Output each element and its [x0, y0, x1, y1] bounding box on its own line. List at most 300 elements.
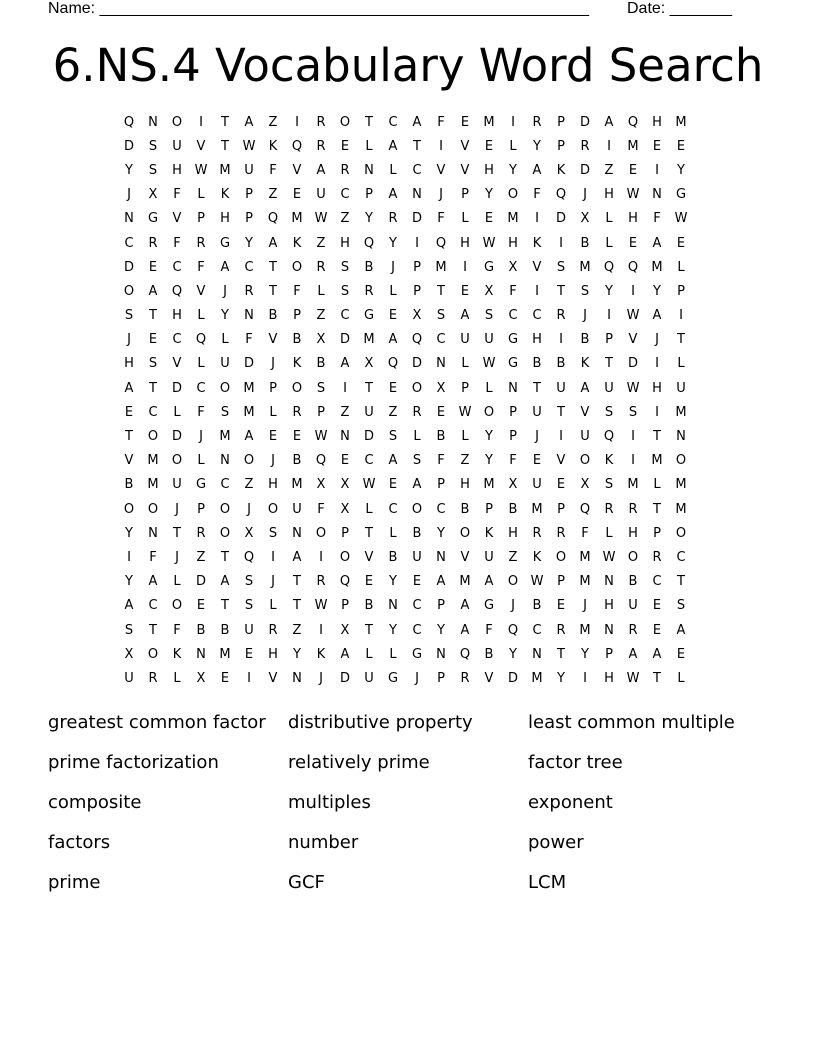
grid-letter[interactable]: U — [604, 380, 614, 396]
grid-letter[interactable]: J — [583, 187, 587, 203]
grid-letter[interactable]: N — [436, 549, 446, 565]
grid-letter[interactable]: B — [220, 622, 230, 638]
grid-letter[interactable]: Q — [123, 114, 135, 130]
grid-letter[interactable]: Q — [507, 622, 519, 638]
grid-letter[interactable]: X — [412, 308, 422, 324]
grid-letter[interactable]: Q — [411, 332, 423, 348]
grid-letter[interactable]: R — [316, 574, 326, 590]
grid-letter[interactable]: D — [627, 356, 638, 372]
grid-letter[interactable]: A — [652, 646, 662, 662]
grid-letter[interactable]: C — [340, 308, 350, 324]
grid-letter[interactable]: W — [530, 574, 544, 590]
grid-letter[interactable]: E — [148, 259, 158, 275]
grid-letter[interactable]: R — [556, 308, 566, 324]
grid-letter[interactable]: Y — [485, 187, 493, 203]
grid-letter[interactable]: M — [579, 622, 591, 638]
grid-letter[interactable]: E — [220, 670, 230, 686]
grid-letter[interactable]: O — [507, 574, 519, 590]
grid-letter[interactable]: E — [388, 380, 398, 396]
grid-letter[interactable]: T — [149, 622, 157, 638]
grid-letter[interactable]: T — [221, 138, 229, 154]
grid-letter[interactable]: Q — [435, 235, 447, 251]
grid-letter[interactable]: J — [319, 670, 323, 686]
grid-letter[interactable]: N — [220, 453, 230, 469]
grid-letter[interactable]: O — [555, 549, 567, 565]
grid-letter[interactable]: A — [652, 235, 662, 251]
grid-letter[interactable]: F — [509, 453, 517, 469]
grid-letter[interactable]: K — [484, 525, 494, 541]
grid-letter[interactable]: R — [244, 283, 254, 299]
grid-letter[interactable]: Z — [268, 114, 278, 130]
grid-letter[interactable]: P — [437, 477, 445, 493]
grid-letter[interactable]: Z — [508, 549, 518, 565]
grid-letter[interactable]: H — [508, 235, 518, 251]
grid-letter[interactable]: Y — [389, 574, 397, 590]
grid-letter[interactable]: Q — [171, 283, 183, 299]
grid-letter[interactable]: P — [557, 138, 565, 154]
grid-letter[interactable]: B — [460, 501, 470, 517]
grid-letter[interactable]: T — [293, 598, 301, 614]
grid-letter[interactable]: Z — [316, 235, 326, 251]
grid-letter[interactable]: X — [124, 646, 134, 662]
grid-letter[interactable]: G — [483, 598, 495, 614]
grid-letter[interactable]: D — [123, 259, 134, 275]
grid-letter[interactable]: R — [628, 501, 638, 517]
grid-letter[interactable]: E — [532, 453, 542, 469]
grid-letter[interactable]: P — [269, 380, 277, 396]
grid-letter[interactable]: W — [458, 404, 472, 420]
grid-letter[interactable]: M — [627, 477, 639, 493]
grid-letter[interactable]: Z — [196, 549, 206, 565]
grid-letter[interactable]: J — [271, 574, 275, 590]
grid-letter[interactable]: Y — [437, 525, 445, 541]
grid-letter[interactable]: I — [655, 404, 659, 420]
grid-letter[interactable]: K — [532, 235, 542, 251]
grid-letter[interactable]: V — [292, 162, 302, 178]
grid-letter[interactable]: L — [605, 525, 613, 541]
grid-letter[interactable]: E — [460, 114, 470, 130]
grid-letter[interactable]: P — [557, 501, 565, 517]
grid-letter[interactable]: S — [676, 598, 686, 614]
grid-letter[interactable]: F — [437, 114, 445, 130]
grid-letter[interactable]: D — [555, 211, 566, 227]
grid-letter[interactable]: L — [173, 404, 181, 420]
grid-letter[interactable]: P — [413, 259, 421, 275]
grid-letter[interactable]: P — [677, 283, 685, 299]
grid-letter[interactable]: C — [388, 501, 398, 517]
grid-letter[interactable]: S — [604, 477, 614, 493]
grid-letter[interactable]: K — [580, 356, 590, 372]
grid-letter[interactable]: E — [652, 138, 662, 154]
grid-letter[interactable]: T — [605, 356, 613, 372]
grid-letter[interactable]: H — [508, 525, 518, 541]
grid-letter[interactable]: W — [482, 235, 496, 251]
grid-letter[interactable]: I — [559, 235, 563, 251]
grid-letter[interactable]: T — [149, 308, 157, 324]
grid-letter[interactable]: O — [171, 453, 183, 469]
grid-letter[interactable]: X — [340, 501, 350, 517]
grid-letter[interactable]: O — [459, 525, 471, 541]
grid-letter[interactable]: L — [605, 211, 613, 227]
grid-letter[interactable]: Y — [581, 646, 589, 662]
grid-letter[interactable]: M — [219, 646, 231, 662]
grid-letter[interactable]: Y — [677, 162, 685, 178]
grid-letter[interactable]: W — [362, 477, 376, 493]
grid-letter[interactable]: N — [148, 525, 158, 541]
grid-letter[interactable]: X — [244, 525, 254, 541]
grid-letter[interactable]: M — [243, 404, 255, 420]
grid-letter[interactable]: X — [436, 380, 446, 396]
grid-letter[interactable]: A — [460, 598, 470, 614]
grid-letter[interactable]: N — [604, 574, 614, 590]
grid-letter[interactable]: K — [292, 356, 302, 372]
grid-letter[interactable]: M — [675, 477, 687, 493]
grid-letter[interactable]: Z — [604, 162, 614, 178]
grid-letter[interactable]: H — [532, 332, 542, 348]
grid-letter[interactable]: Q — [387, 356, 399, 372]
grid-letter[interactable]: U — [316, 187, 326, 203]
grid-letter[interactable]: O — [411, 380, 423, 396]
grid-letter[interactable]: E — [388, 308, 398, 324]
grid-letter[interactable]: O — [483, 404, 495, 420]
grid-letter[interactable]: E — [340, 453, 350, 469]
grid-letter[interactable]: K — [316, 646, 326, 662]
grid-letter[interactable]: F — [485, 622, 493, 638]
grid-letter[interactable]: I — [319, 622, 323, 638]
grid-letter[interactable]: X — [316, 477, 326, 493]
grid-letter[interactable]: S — [388, 429, 398, 445]
grid-letter[interactable]: N — [508, 380, 518, 396]
grid-letter[interactable]: R — [316, 259, 326, 275]
grid-letter[interactable]: N — [532, 646, 542, 662]
grid-letter[interactable]: D — [339, 332, 350, 348]
grid-letter[interactable]: I — [271, 549, 275, 565]
grid-letter[interactable]: J — [175, 501, 179, 517]
grid-letter[interactable]: I — [535, 211, 539, 227]
grid-letter[interactable]: M — [675, 404, 687, 420]
grid-letter[interactable]: L — [221, 332, 229, 348]
grid-letter[interactable]: B — [580, 332, 590, 348]
grid-letter[interactable]: H — [172, 162, 182, 178]
grid-letter[interactable]: C — [220, 477, 230, 493]
grid-letter[interactable]: E — [652, 622, 662, 638]
grid-letter[interactable]: V — [460, 162, 470, 178]
grid-letter[interactable]: Y — [293, 646, 301, 662]
grid-letter[interactable]: L — [677, 259, 685, 275]
grid-letter[interactable]: F — [581, 525, 589, 541]
grid-letter[interactable]: P — [557, 114, 565, 130]
grid-letter[interactable]: Y — [485, 453, 493, 469]
grid-letter[interactable]: J — [199, 429, 203, 445]
name-field-line[interactable]: Name: _______________________________________________________ — [48, 0, 589, 17]
grid-letter[interactable]: Z — [340, 211, 350, 227]
grid-letter[interactable]: Y — [389, 622, 397, 638]
grid-letter[interactable]: I — [463, 259, 467, 275]
grid-letter[interactable]: M — [651, 259, 663, 275]
grid-letter[interactable]: R — [364, 283, 374, 299]
grid-letter[interactable]: U — [484, 549, 494, 565]
grid-letter[interactable]: L — [461, 429, 469, 445]
grid-letter[interactable]: I — [631, 283, 635, 299]
grid-letter[interactable]: G — [387, 670, 399, 686]
grid-letter[interactable]: O — [243, 453, 255, 469]
grid-letter[interactable]: E — [628, 235, 638, 251]
grid-letter[interactable]: N — [604, 622, 614, 638]
grid-letter[interactable]: J — [391, 259, 395, 275]
grid-letter[interactable]: P — [413, 283, 421, 299]
grid-letter[interactable]: E — [244, 646, 254, 662]
grid-letter[interactable]: F — [245, 332, 253, 348]
grid-letter[interactable]: P — [341, 598, 349, 614]
grid-letter[interactable]: S — [244, 598, 254, 614]
grid-letter[interactable]: I — [631, 453, 635, 469]
grid-letter[interactable]: C — [148, 598, 158, 614]
grid-letter[interactable]: S — [484, 308, 494, 324]
grid-letter[interactable]: R — [604, 501, 614, 517]
grid-letter[interactable]: T — [365, 380, 373, 396]
grid-letter[interactable]: W — [626, 670, 640, 686]
grid-letter[interactable]: Y — [557, 670, 565, 686]
grid-letter[interactable]: A — [292, 549, 302, 565]
grid-letter[interactable]: L — [389, 525, 397, 541]
grid-letter[interactable]: B — [412, 525, 422, 541]
grid-letter[interactable]: R — [628, 622, 638, 638]
grid-letter[interactable]: K — [292, 235, 302, 251]
grid-letter[interactable]: B — [268, 308, 278, 324]
grid-letter[interactable]: G — [675, 187, 687, 203]
grid-letter[interactable]: L — [269, 598, 277, 614]
grid-letter[interactable]: F — [173, 622, 181, 638]
grid-letter[interactable]: J — [271, 453, 275, 469]
grid-letter[interactable]: I — [295, 114, 299, 130]
grid-letter[interactable]: I — [199, 114, 203, 130]
grid-letter[interactable]: O — [147, 501, 159, 517]
grid-letter[interactable]: V — [196, 138, 206, 154]
grid-letter[interactable]: B — [628, 574, 638, 590]
grid-letter[interactable]: W — [314, 429, 328, 445]
grid-letter[interactable]: L — [197, 308, 205, 324]
grid-letter[interactable]: T — [653, 670, 661, 686]
grid-letter[interactable]: N — [340, 429, 350, 445]
grid-letter[interactable]: P — [509, 429, 517, 445]
grid-letter[interactable]: C — [676, 549, 686, 565]
grid-letter[interactable]: F — [653, 211, 661, 227]
grid-letter[interactable]: V — [124, 453, 134, 469]
grid-letter[interactable]: X — [508, 477, 518, 493]
grid-letter[interactable]: D — [339, 670, 350, 686]
grid-letter[interactable]: S — [340, 283, 350, 299]
grid-letter[interactable]: F — [317, 501, 325, 517]
grid-letter[interactable]: T — [653, 501, 661, 517]
grid-letter[interactable]: L — [365, 646, 373, 662]
grid-letter[interactable]: J — [223, 283, 227, 299]
grid-letter[interactable]: N — [244, 308, 254, 324]
grid-letter[interactable]: A — [148, 283, 158, 299]
grid-letter[interactable]: V — [172, 211, 182, 227]
grid-letter[interactable]: H — [220, 211, 230, 227]
grid-letter[interactable]: Q — [555, 187, 567, 203]
grid-letter[interactable]: F — [149, 549, 157, 565]
grid-letter[interactable]: Q — [243, 549, 255, 565]
grid-letter[interactable]: L — [197, 453, 205, 469]
grid-letter[interactable]: L — [317, 283, 325, 299]
grid-letter[interactable]: H — [340, 235, 350, 251]
grid-letter[interactable]: I — [343, 380, 347, 396]
grid-letter[interactable]: Y — [125, 574, 133, 590]
grid-letter[interactable]: Y — [245, 235, 253, 251]
grid-letter[interactable]: M — [579, 259, 591, 275]
grid-letter[interactable]: T — [149, 380, 157, 396]
grid-letter[interactable]: L — [197, 187, 205, 203]
grid-letter[interactable]: N — [148, 114, 158, 130]
grid-letter[interactable]: U — [124, 670, 134, 686]
grid-letter[interactable]: L — [389, 646, 397, 662]
grid-letter[interactable]: L — [509, 138, 517, 154]
grid-letter[interactable]: M — [243, 380, 255, 396]
grid-letter[interactable]: H — [172, 308, 182, 324]
grid-letter[interactable]: A — [388, 332, 398, 348]
grid-letter[interactable]: M — [147, 453, 159, 469]
grid-letter[interactable]: X — [580, 211, 590, 227]
grid-letter[interactable]: A — [676, 622, 686, 638]
grid-letter[interactable]: R — [532, 114, 542, 130]
grid-letter[interactable]: Y — [389, 235, 397, 251]
grid-letter[interactable]: E — [268, 429, 278, 445]
grid-letter[interactable]: H — [604, 670, 614, 686]
grid-letter[interactable]: E — [652, 598, 662, 614]
grid-letter[interactable]: Q — [291, 138, 303, 154]
grid-letter[interactable]: W — [314, 598, 328, 614]
grid-letter[interactable]: P — [557, 574, 565, 590]
grid-letter[interactable]: O — [171, 598, 183, 614]
grid-letter[interactable]: T — [221, 598, 229, 614]
grid-letter[interactable]: T — [437, 283, 445, 299]
grid-letter[interactable]: M — [363, 332, 375, 348]
grid-letter[interactable]: O — [123, 283, 135, 299]
grid-letter[interactable]: B — [196, 622, 206, 638]
grid-letter[interactable]: F — [197, 259, 205, 275]
grid-letter[interactable]: D — [171, 380, 182, 396]
grid-letter[interactable]: V — [172, 356, 182, 372]
grid-letter[interactable]: T — [221, 114, 229, 130]
grid-letter[interactable]: J — [127, 332, 131, 348]
grid-letter[interactable]: M — [507, 211, 519, 227]
grid-letter[interactable]: K — [172, 646, 182, 662]
grid-letter[interactable]: B — [484, 646, 494, 662]
grid-letter[interactable]: W — [626, 380, 640, 396]
grid-letter[interactable]: U — [220, 356, 230, 372]
grid-letter[interactable]: R — [556, 622, 566, 638]
grid-letter[interactable]: M — [219, 162, 231, 178]
grid-letter[interactable]: S — [556, 259, 566, 275]
grid-letter[interactable]: H — [604, 598, 614, 614]
grid-letter[interactable]: C — [532, 308, 542, 324]
grid-letter[interactable]: B — [388, 549, 398, 565]
grid-letter[interactable]: E — [388, 477, 398, 493]
grid-letter[interactable]: Y — [605, 283, 613, 299]
grid-letter[interactable]: U — [580, 429, 590, 445]
grid-letter[interactable]: C — [196, 380, 206, 396]
grid-letter[interactable]: H — [604, 187, 614, 203]
grid-letter[interactable]: L — [605, 235, 613, 251]
grid-letter[interactable]: O — [219, 501, 231, 517]
grid-letter[interactable]: M — [435, 259, 447, 275]
grid-letter[interactable]: E — [676, 138, 686, 154]
grid-letter[interactable]: Z — [292, 622, 302, 638]
grid-letter[interactable]: I — [559, 332, 563, 348]
grid-letter[interactable]: I — [559, 429, 563, 445]
grid-letter[interactable]: U — [172, 477, 182, 493]
grid-letter[interactable]: C — [172, 332, 182, 348]
grid-letter[interactable]: L — [677, 356, 685, 372]
grid-letter[interactable]: Y — [221, 308, 229, 324]
grid-letter[interactable]: G — [411, 646, 423, 662]
grid-letter[interactable]: D — [195, 574, 206, 590]
grid-letter[interactable]: E — [124, 404, 134, 420]
grid-letter[interactable]: E — [556, 598, 566, 614]
grid-letter[interactable]: E — [676, 235, 686, 251]
grid-letter[interactable]: R — [388, 211, 398, 227]
grid-letter[interactable]: V — [364, 549, 374, 565]
grid-letter[interactable]: Q — [363, 235, 375, 251]
grid-letter[interactable]: O — [675, 525, 687, 541]
grid-letter[interactable]: N — [292, 525, 302, 541]
date-field-line[interactable]: Date: _______ — [627, 0, 732, 17]
grid-letter[interactable]: O — [675, 453, 687, 469]
grid-letter[interactable]: L — [173, 670, 181, 686]
grid-letter[interactable]: V — [460, 138, 470, 154]
grid-letter[interactable]: L — [389, 162, 397, 178]
grid-letter[interactable]: A — [412, 114, 422, 130]
grid-letter[interactable]: A — [388, 138, 398, 154]
grid-letter[interactable]: V — [196, 283, 206, 299]
grid-letter[interactable]: J — [655, 332, 659, 348]
grid-letter[interactable]: E — [484, 211, 494, 227]
grid-letter[interactable]: D — [579, 114, 590, 130]
grid-letter[interactable]: R — [532, 525, 542, 541]
grid-letter[interactable]: D — [411, 211, 422, 227]
grid-letter[interactable]: Y — [509, 162, 517, 178]
grid-letter[interactable]: W — [602, 549, 616, 565]
grid-letter[interactable]: X — [508, 259, 518, 275]
grid-letter[interactable]: M — [579, 574, 591, 590]
grid-letter[interactable]: A — [412, 477, 422, 493]
grid-letter[interactable]: M — [627, 138, 639, 154]
grid-letter[interactable]: W — [314, 211, 328, 227]
grid-letter[interactable]: C — [508, 308, 518, 324]
grid-letter[interactable]: U — [628, 598, 638, 614]
grid-letter[interactable]: W — [674, 211, 688, 227]
grid-letter[interactable]: L — [413, 429, 421, 445]
grid-letter[interactable]: T — [221, 549, 229, 565]
grid-letter[interactable]: P — [605, 332, 613, 348]
grid-letter[interactable]: H — [460, 477, 470, 493]
grid-letter[interactable]: C — [148, 404, 158, 420]
grid-letter[interactable]: X — [364, 356, 374, 372]
grid-letter[interactable]: P — [485, 501, 493, 517]
grid-letter[interactable]: S — [340, 259, 350, 275]
grid-letter[interactable]: A — [316, 162, 326, 178]
grid-letter[interactable]: B — [508, 501, 518, 517]
grid-letter[interactable]: I — [247, 670, 251, 686]
grid-letter[interactable]: N — [292, 670, 302, 686]
grid-letter[interactable]: H — [652, 114, 662, 130]
grid-letter[interactable]: E — [460, 283, 470, 299]
grid-letter[interactable]: N — [652, 187, 662, 203]
grid-letter[interactable]: Y — [653, 283, 661, 299]
grid-letter[interactable]: D — [171, 429, 182, 445]
grid-letter[interactable]: B — [364, 259, 374, 275]
